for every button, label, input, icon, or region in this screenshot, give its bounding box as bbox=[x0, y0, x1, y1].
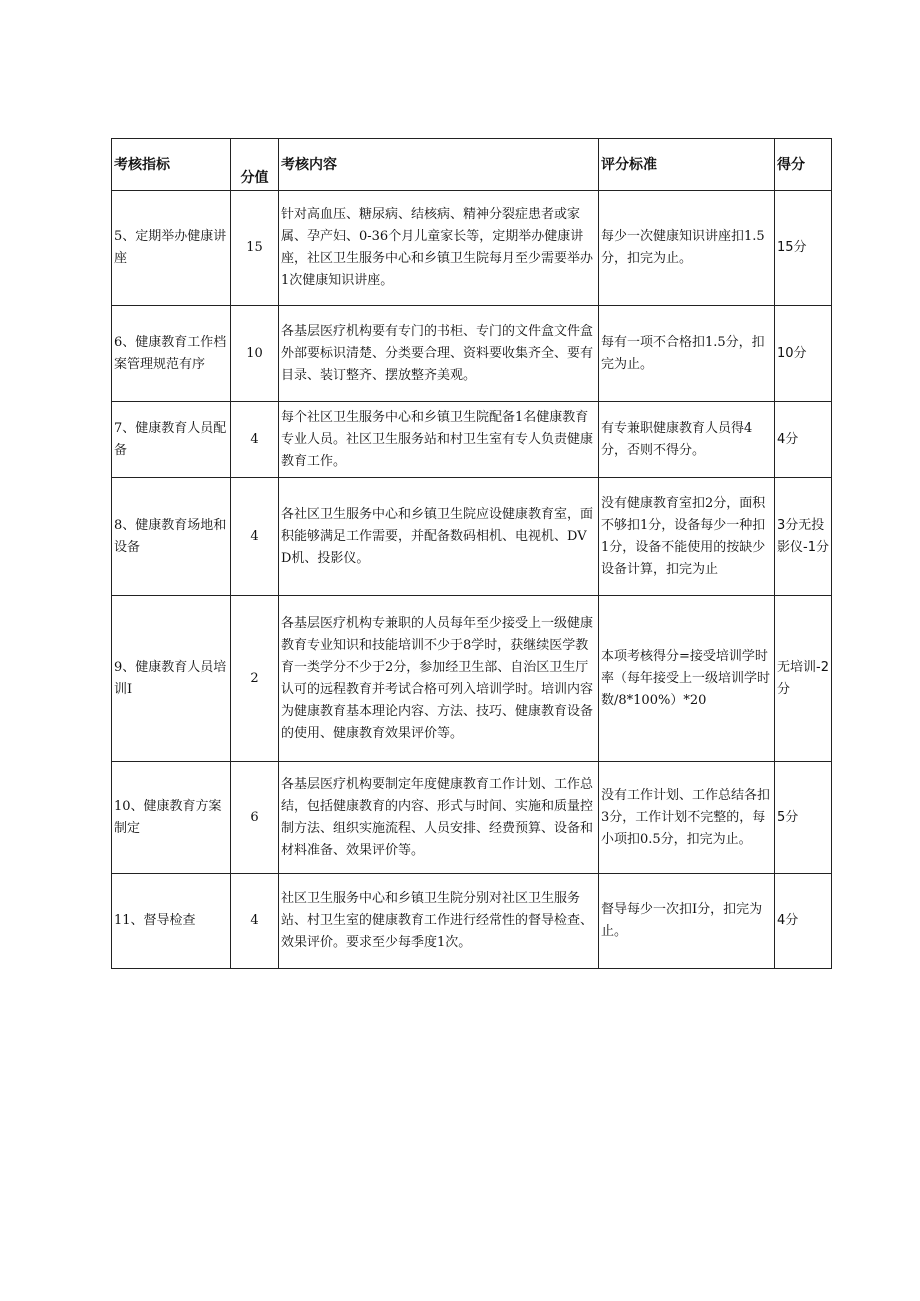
row-score: 15 bbox=[231, 191, 279, 306]
table-row bbox=[112, 478, 832, 596]
row-criteria: 本项考核得分=接受培训学时率（每年接受上一级培训学时数/8*100%）*20 bbox=[599, 596, 775, 762]
row-indicator: 11、督导检查 bbox=[112, 874, 231, 969]
evaluation-table bbox=[111, 138, 832, 969]
table-header-row bbox=[112, 139, 832, 191]
header-got: 得分 bbox=[775, 139, 832, 191]
row-got: 4分 bbox=[775, 874, 832, 969]
row-criteria: 有专兼职健康教育人员得4分，否则不得分。 bbox=[599, 402, 775, 478]
row-score: 4 bbox=[231, 478, 279, 596]
row-got: 3分无投影仪-1分 bbox=[775, 478, 832, 596]
row-indicator: 6、健康教育工作档案管理规范有序 bbox=[112, 306, 231, 402]
row-got: 15分 bbox=[775, 191, 832, 306]
header-content: 考核内容 bbox=[279, 139, 599, 191]
table-row bbox=[112, 402, 832, 478]
row-got: 无培训-2分 bbox=[775, 596, 832, 762]
row-content: 各基层医疗机构专兼职的人员每年至少接受上一级健康教育专业知识和技能培训不少于8学时，获继续医学教育一类学分不少于2分，参加经卫生部、自治区卫生厅认可的远程教育并考试合格可列入培训学时。培训内容为健康教育基本理论内容、方法、技巧、健康教育设备的使用、健康教育效果评价等。 bbox=[279, 596, 599, 762]
header-indicator: 考核指标 bbox=[112, 139, 231, 191]
row-got: 4分 bbox=[775, 402, 832, 478]
row-score: 4 bbox=[231, 402, 279, 478]
row-score: 4 bbox=[231, 874, 279, 969]
row-content: 社区卫生服务中心和乡镇卫生院分别对社区卫生服务站、村卫生室的健康教育工作进行经常性的督导检查、效果评价。要求至少每季度1次。 bbox=[279, 874, 599, 969]
row-criteria: 没有工作计划、工作总结各扣3分，工作计划不完整的，每小项扣0.5分，扣完为止。 bbox=[599, 762, 775, 874]
row-content: 各社区卫生服务中心和乡镇卫生院应设健康教育室，面积能够满足工作需要，并配备数码相机、电视机、DVD机、投影仪。 bbox=[279, 478, 599, 596]
row-score: 6 bbox=[231, 762, 279, 874]
row-indicator: 7、健康教育人员配备 bbox=[112, 402, 231, 478]
row-score: 2 bbox=[231, 596, 279, 762]
row-criteria: 每有一项不合格扣1.5分，扣完为止。 bbox=[599, 306, 775, 402]
row-criteria: 督导每少一次扣I分，扣完为止。 bbox=[599, 874, 775, 969]
row-indicator: 10、健康教育方案制定 bbox=[112, 762, 231, 874]
table-row bbox=[112, 306, 832, 402]
row-content: 各基层医疗机构要制定年度健康教育工作计划、工作总结，包括健康教育的内容、形式与时间、实施和质量控制方法、组织实施流程、人员安排、经费预算、设备和材料准备、效果评价等。 bbox=[279, 762, 599, 874]
table-row bbox=[112, 191, 832, 306]
row-indicator: 5、定期举办健康讲座 bbox=[112, 191, 231, 306]
table-row bbox=[112, 596, 832, 762]
row-content: 针对高血压、糖尿病、结核病、精神分裂症患者或家属、孕产妇、0-36个月儿童家长等，定期举办健康讲座，社区卫生服务中心和乡镇卫生院每月至少需要举办1次健康知识讲座。 bbox=[279, 191, 599, 306]
table-row bbox=[112, 762, 832, 874]
row-criteria: 没有健康教育室扣2分，面积不够扣1分，设备每少一种扣1分，设备不能使用的按缺少设备计算，扣完为止 bbox=[599, 478, 775, 596]
row-got: 10分 bbox=[775, 306, 832, 402]
header-score: 分值 bbox=[231, 139, 279, 191]
row-content: 各基层医疗机构要有专门的书柜、专门的文件盒文件盒外部要标识清楚、分类要合理、资料要收集齐全、要有目录、装订整齐、摆放整齐美观。 bbox=[279, 306, 599, 402]
row-indicator: 9、健康教育人员培训I bbox=[112, 596, 231, 762]
row-content: 每个社区卫生服务中心和乡镇卫生院配备1名健康教育专业人员。社区卫生服务站和村卫生室有专人负责健康教育工作。 bbox=[279, 402, 599, 478]
row-score: 10 bbox=[231, 306, 279, 402]
table-row bbox=[112, 874, 832, 969]
row-got: 5分 bbox=[775, 762, 832, 874]
row-indicator: 8、健康教育场地和设备 bbox=[112, 478, 231, 596]
row-criteria: 每少一次健康知识讲座扣1.5分，扣完为止。 bbox=[599, 191, 775, 306]
header-criteria: 评分标准 bbox=[599, 139, 775, 191]
